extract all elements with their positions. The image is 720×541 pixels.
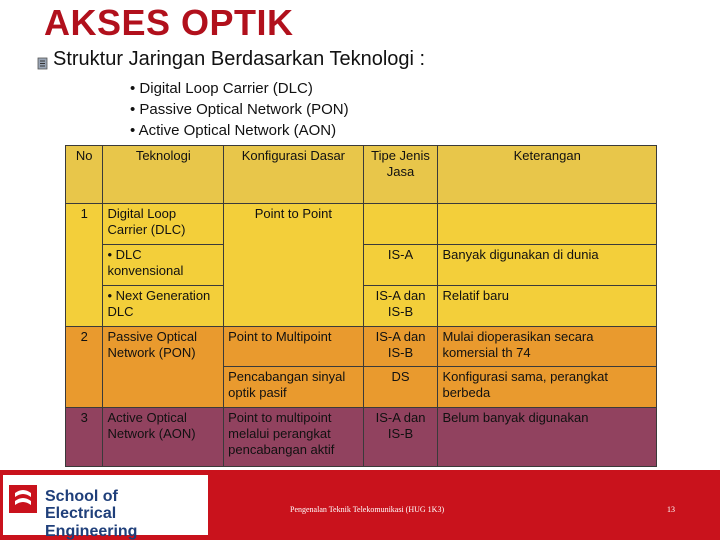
table-row	[66, 204, 657, 245]
cell-tipe: IS-A dan IS-B	[363, 408, 438, 467]
table-header-row	[66, 146, 657, 204]
bullet-item: • Digital Loop Carrier (DLC)	[130, 78, 349, 99]
technology-bullet-list	[130, 78, 349, 141]
bullet-item: • Active Optical Network (AON)	[130, 120, 349, 141]
header-no: No	[66, 146, 103, 204]
cell-tipe	[363, 204, 438, 245]
bullet-item: • Passive Optical Network (PON)	[130, 99, 349, 120]
cell-teknologi: • DLC konvensional	[103, 245, 224, 286]
cell-konfigurasi: Point to Multipoint	[224, 327, 363, 367]
logo-text-line2: Electrical Engineering	[45, 505, 138, 540]
table-row	[66, 408, 657, 467]
footer-bar	[0, 470, 720, 540]
logo-text-line1: School of	[45, 488, 118, 505]
cell-konfigurasi: Point to Point	[224, 204, 363, 327]
cell-no: 3	[66, 408, 103, 467]
subtitle	[36, 48, 425, 71]
document-bullet-icon	[36, 53, 49, 66]
page-title: AKSES OPTIK	[44, 2, 294, 43]
cell-teknologi: Passive Optical Network (PON)	[103, 327, 224, 408]
table-row	[66, 327, 657, 367]
cell-no: 1	[66, 204, 103, 327]
cell-teknologi: • Next Generation DLC	[103, 286, 224, 327]
cell-keterangan: Relatif baru	[438, 286, 657, 327]
header-konfigurasi: Konfigurasi Dasar	[224, 146, 363, 204]
course-caption: Pengenalan Teknik Telekomunikasi (HUG 1K3)	[290, 505, 445, 514]
school-logo-icon	[9, 485, 37, 513]
header-keterangan: Keterangan	[438, 146, 657, 204]
cell-konfigurasi: Point to multipoint melalui perangkat pencabangan aktif	[224, 408, 363, 467]
cell-no: 2	[66, 327, 103, 408]
technology-table	[65, 145, 657, 467]
page-number: 13	[667, 505, 675, 514]
header-teknologi: Teknologi	[103, 146, 224, 204]
cell-tipe: IS-A dan IS-B	[363, 286, 438, 327]
cell-teknologi: Digital Loop Carrier (DLC)	[103, 204, 224, 245]
cell-keterangan: Konfigurasi sama, perangkat berbeda	[438, 367, 657, 408]
header-tipe: Tipe Jenis Jasa	[363, 146, 438, 204]
cell-tipe: DS	[363, 367, 438, 408]
cell-keterangan: Banyak digunakan di dunia	[438, 245, 657, 286]
cell-keterangan	[438, 204, 657, 245]
cell-keterangan: Belum banyak digunakan	[438, 408, 657, 467]
subtitle-text: Struktur Jaringan Berdasarkan Teknologi :	[53, 48, 426, 70]
cell-konfigurasi: Pencabangan sinyal optik pasif	[224, 367, 363, 408]
cell-tipe: IS-A dan IS-B	[363, 327, 438, 367]
cell-teknologi: Active Optical Network (AON)	[103, 408, 224, 467]
cell-tipe: IS-A	[363, 245, 438, 286]
cell-keterangan: Mulai dioperasikan secara komersial th 74	[438, 327, 657, 367]
school-logo	[3, 475, 208, 540]
